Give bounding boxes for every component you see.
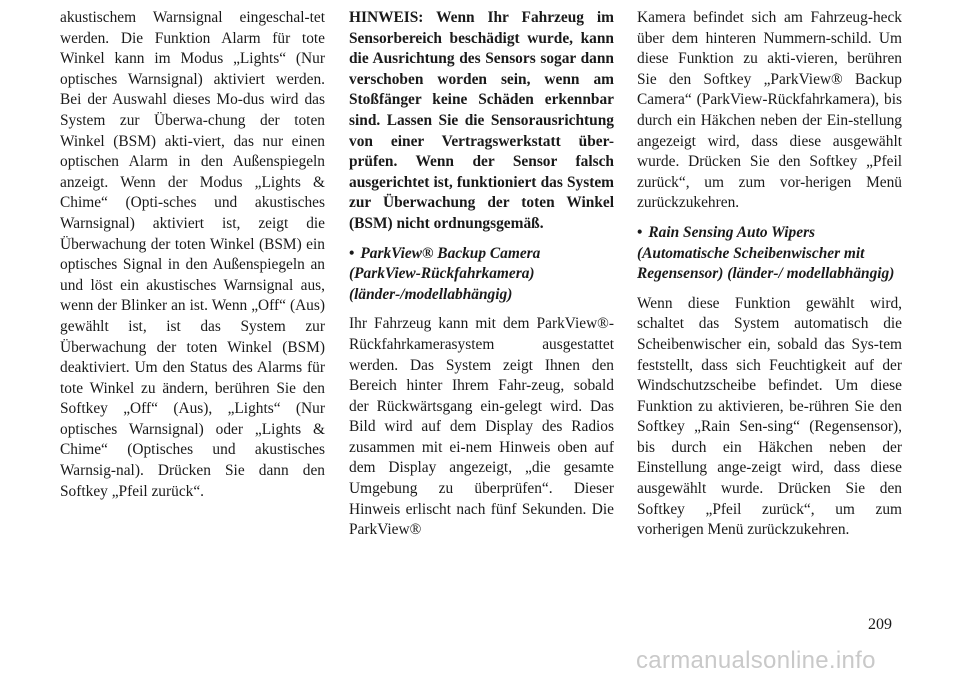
rain-sensing-heading-text: Rain Sensing Auto Wipers (Automatische Scheibenwischer mit Regensensor) (länder-/ modellabhängig) xyxy=(637,223,895,283)
bullet-marker: • xyxy=(637,223,643,241)
parkview-heading-text: ParkView® Backup Camera (ParkView-Rückfahrkamera) (länder-/modellabhängig) xyxy=(349,244,541,303)
page-number: 209 xyxy=(868,616,892,633)
column-middle xyxy=(349,8,614,550)
bullet-marker: • xyxy=(349,244,355,262)
bsm-alarm-paragraph: akustischem Warnsignal eingeschal-tet werden. Die Funktion Alarm für tote Winkel kann im Modus „Lights“ (Nur optisches Warnsignal) aktiviert werden. Bei der Auswahl dieses Mo-dus wird das System zur Überwa-chung der toten Winkel (BSM) akti-viert, das nur einen optischen Alarm in den Außenspiegeln anzeigt. Wenn der Modus „Lights & Chime“ (Opti-sches und akustisches Warnsignal) aktiviert ist, zeigt die Überwachung der toten Winkel (BSM) ein optisches Signal in den Außenspiegeln an und löst ein akustisches Warnsignal aus, wenn der Blinker an ist. Wenn „Off“ (Aus) gewählt ist, ist das System zur Überwachung der toten Winkel (BSM) deaktiviert. Um den Status des Alarms für tote Winkel zu ändern, berühren Sie den Softkey „Off“ (Aus), „Lights“ (Nur optisches Warnsignal) oder „Lights & Chime“ (Optisches und akustisches Warnsig-nal). Drücken Sie dann den Softkey „Pfeil zurück“. xyxy=(60,9,325,500)
column-left xyxy=(60,8,325,511)
camera-location-paragraph: Kamera befindet sich am Fahrzeug-heck über dem hinteren Nummern-schild. Um diese Funktion zu akti-vieren, berühren Sie den Softkey „ParkView® Backup Camera“ (ParkView-Rückfahrkamera), bis durch ein Häkchen neben der Ein-stellung angezeigt wird, dass diese ausgewählt wurde. Drücken Sie den Softkey „Pfeil zurück“, um zum vor-herigen Menü zurückzukehren. xyxy=(637,9,902,212)
watermark: carmanualsonline.info xyxy=(636,647,876,674)
parkview-paragraph: Ihr Fahrzeug kann mit dem ParkView®-Rückfahrkamerasystem ausgestattet werden. Das System zeigt Ihnen den Bereich hinter Ihrem Fahr-zeug, sobald der Rückwärtsgang ein-gelegt wird. Das Bild wird auf dem Display des Radios zusammen mit ei-nem Hinweis oben auf dem Display angezeigt, „die gesamte Umgebung zu überprüfen“. Dieser Hinweis erlischt nach fünf Sekunden. Die ParkView® xyxy=(349,315,614,539)
column-right xyxy=(637,8,902,550)
rain-sensing-heading xyxy=(637,223,902,285)
note-paragraph: HINWEIS: Wenn Ihr Fahrzeug im Sensorbereich beschädigt wurde, kann die Ausrichtung des Sensors sogar dann verschoben worden sein, wenn am Stoßfänger keine Schäden erkennbar sind. Lassen Sie die Sensorausrichtung von einer Vertragswerkstatt über-prüfen. Wenn der Sensor falsch ausgerichtet ist, funktioniert das System zur Überwachung der toten Winkel (BSM) nicht ordnungsgemäß. xyxy=(349,9,614,232)
rain-sensing-paragraph: Wenn diese Funktion gewählt wird, schaltet das System automatisch die Scheibenwischer ein, sobald das Sys-tem feststellt, dass sich Feuchtigkeit auf der Windschutzscheibe befindet. Um diese Funktion zu aktivieren, be-rühren Sie den Softkey „Rain Sen-sing“ (Regensensor), bis durch ein Häkchen neben der Einstellung ange-zeigt wird, dass diese ausgewählt wurde. Drücken Sie den Softkey „Pfeil zurück“, um zum vorherigen Menü zurückzukehren. xyxy=(637,294,902,539)
parkview-heading xyxy=(349,244,614,306)
